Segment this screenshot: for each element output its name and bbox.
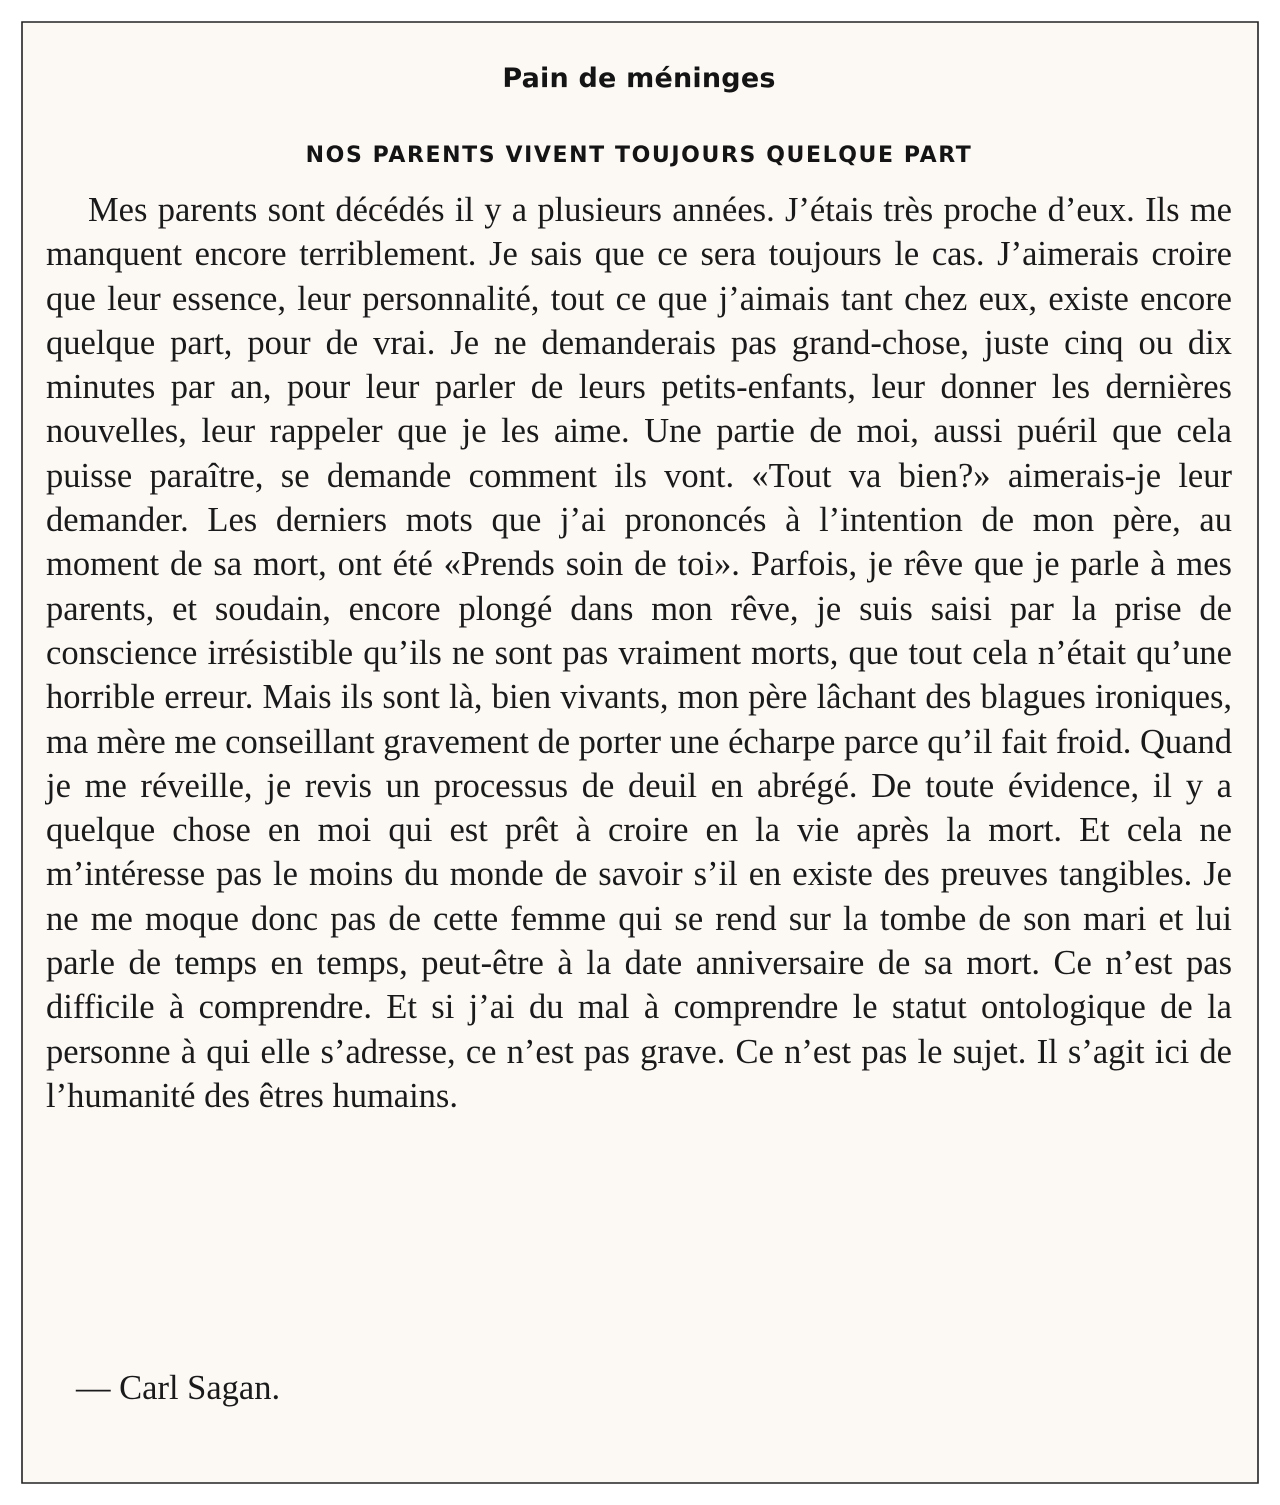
box-subtitle: NOS PARENTS VIVENT TOUJOURS QUELQUE PART	[305, 143, 973, 168]
quote-body: Mes parents sont décédés il y a plusieurs années. J’étais très proche d’eux. Ils me manquent encore terriblement. Je sais que ce sera toujours le cas. J’aimerais croire que leur essence, leur personnalité, tout ce que j’aimais tant chez eux, existe encore quelque part, pour de vrai. Je ne demanderais pas grand-chose, juste cinq ou dix minutes par an, pour leur parler de leurs petits-enfants, leur donner les dernières nouvelles, leur rappeler que je les aime. Une partie de moi, aussi puéril que cela puisse paraître, se demande comment ils vont. «Tout va bien?» aimerais-je leur demander. Les derniers mots que j’ai prononcés à l’intention de mon père, au moment de sa mort, ont été «Prends soin de toi». Parfois, je rêve que je parle à mes parents, et soudain, encore plongé dans mon rêve, je suis saisi par la prise de conscience irrésistible qu’ils ne sont pas vraiment morts, que tout cela n’était qu’une horrible erreur. Mais ils sont là, bien vivants, mon père lâchant des blagues ironiques, ma mère me conseillant gravement de porter une écharpe parce qu’il fait froid. Quand je me réveille, je revis un processus de deuil en abrégé. De toute évidence, il y a quelque chose en moi qui est prêt à croire en la vie après la mort. Et cela ne m’intéresse pas le moins du monde de savoir s’il en existe des preuves tangibles. Je ne me moque donc pas de cette femme qui se rend sur la tombe de son mari et lui parle de temps en temps, peut-être à la date anniversaire de sa mort. Ce n’est pas difficile à comprendre. Et si j’ai du mal à comprendre le statut ontologique de la personne à qui elle s’adresse, ce n’est pas grave. Ce n’est pas le sujet. Il s’agit ici de l’humanité des êtres humains.	[46, 191, 1232, 1115]
sidebar-box	[46, 52, 1232, 1452]
box-title: Pain de méninges	[502, 63, 776, 94]
quote-attribution: — Carl Sagan.	[76, 1369, 281, 1407]
